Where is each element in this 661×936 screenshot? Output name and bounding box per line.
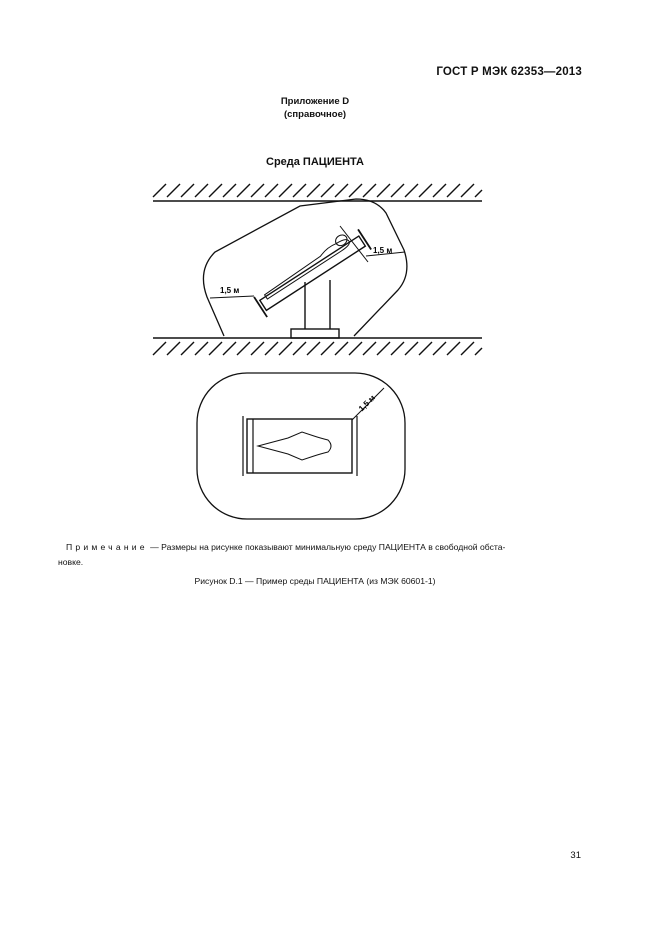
tilted-bed: [251, 225, 371, 317]
patient-figure-plan: [258, 432, 331, 460]
dimension-label-plan: 1,5 м: [356, 393, 377, 414]
note-text: — Размеры на рисунке показывают минимальную среду ПАЦИЕНТА в свободной обста-: [147, 542, 506, 552]
dimension-line-left: [210, 296, 254, 298]
note-continuation: новке.: [58, 557, 84, 567]
document-header: ГОСТ Р МЭК 62353—2013: [436, 66, 582, 78]
environment-boundary-plan: [197, 373, 405, 519]
annex-subtitle: (справочное): [283, 109, 347, 120]
bed-pedestal: [291, 280, 339, 338]
figure-note: [58, 540, 586, 570]
bed-plan: [243, 416, 357, 476]
ceiling-hatching: [153, 184, 482, 201]
figure-title: Среда ПАЦИЕНТА: [266, 156, 364, 168]
floor-hatching: [153, 338, 482, 355]
annex-title: Приложение D: [280, 96, 350, 107]
dimension-label-left: 1,5 м: [220, 286, 240, 295]
page-number: 31: [570, 850, 581, 861]
figure-caption: Рисунок D.1 — Пример среды ПАЦИЕНТА (из МЭК 60601-1): [194, 576, 436, 586]
dimension-label-top: 1,5 м: [373, 246, 393, 255]
note-lead: Примечание: [66, 542, 148, 552]
